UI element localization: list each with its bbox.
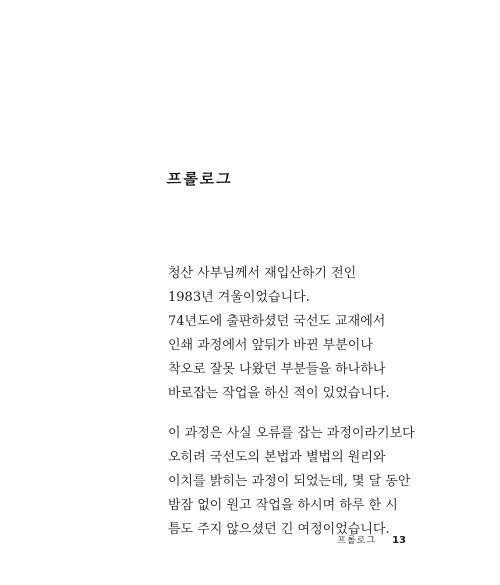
text-line: 바로잡는 작업을 하신 적이 있었습니다.	[168, 386, 390, 401]
chapter-title: 프롤로그	[166, 170, 234, 188]
page-number: 13	[392, 535, 406, 546]
text-line: 이 과정은 사실 오류를 잡는 과정이라기보다	[168, 426, 415, 441]
running-title: 프롤로그	[337, 536, 377, 546]
text-line: 1983년 겨울이었습니다.	[168, 290, 310, 305]
body-text	[168, 262, 468, 542]
text-line: 74년도에 출판하셨던 국선도 교재에서	[168, 314, 386, 329]
paragraph-2	[168, 422, 468, 542]
text-line: 오히려 국선도의 본법과 별법의 원리와	[168, 450, 386, 465]
text-line: 착오로 잘못 나왔던 부분들을 하나하나	[168, 362, 386, 377]
paragraph-1	[168, 262, 468, 406]
text-line: 이치를 밝히는 과정이 되었는데, 몇 달 동안	[168, 474, 411, 489]
text-line: 틈도 주지 않으셨던 긴 여정이었습니다.	[168, 522, 390, 537]
text-line: 청산 사부님께서 재입산하기 전인	[168, 266, 357, 281]
text-line: 인쇄 과정에서 앞뒤가 바뀐 부분이나	[168, 338, 373, 353]
text-line: 밤잠 없이 원고 작업을 하시며 하루 한 시	[168, 498, 398, 513]
page-footer	[337, 533, 406, 546]
